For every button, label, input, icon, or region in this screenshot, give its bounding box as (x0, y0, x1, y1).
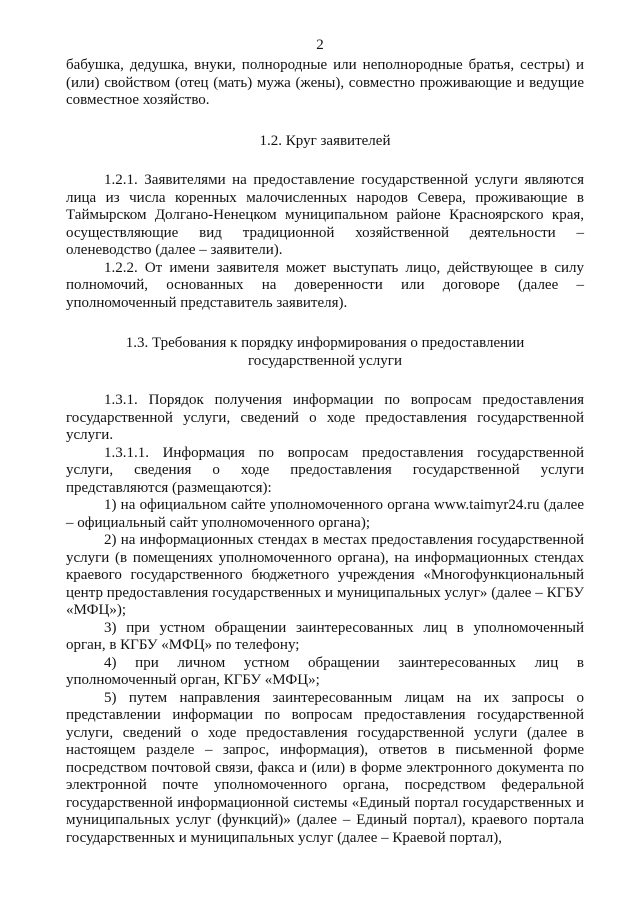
section-heading-1-3 (66, 335, 584, 370)
section-heading-1-2: 1.2. Круг заявителей (259, 132, 391, 149)
section-heading-1-3-line1: 1.3. Требования к порядку информирования о предоставлении (125, 335, 525, 351)
list-item-5: 5) путем направления заинтересованным лицам на их запросы о представлении информации по вопросам предоставления государственной услуги, сведений о ходе предоставления государственной услуги (далее в настоящем разделе – запрос, информация), ответов в письменной форме посредством почтовой связи, факса и (или) в форме электронного документа по электронной почте уполномоченного органа, посредством федеральной государственной информационной системы «Единый портал государственных и муниципальных услуг (функций)» (далее – Единый портал), краевого портала государственных и муниципальных услуг (далее – Краевой портал), (66, 689, 584, 846)
document-body (66, 57, 584, 847)
paragraph-1-3-1: 1.3.1. Порядок получения информации по вопросам предоставления государственной услуги, сведений о ходе предоставления государственной услуги. (66, 392, 584, 443)
list-item-1: 1) на официальном сайте уполномоченного органа www.taimyr24.ru (далее – официальный сайт уполномоченного органа); (66, 497, 584, 531)
list-item-4: 4) при личном устном обращении заинтересованных лиц в уполномоченный орган, КГБУ «МФЦ»; (66, 654, 584, 688)
paragraph-1-2-1: 1.2.1. Заявителями на предоставление государственной услуги являются лица из числа коренных малочисленных народов Севера, проживающие в Таймырском Долгано-Ненецком муниципальном районе Красноярского края, осуществляющие вид традиционной хозяйственной деятельности – оленеводство (далее – заявители). (66, 172, 584, 258)
paragraph-continuation: бабушка, дедушка, внуки, полнородные или неполнородные братья, сестры) и (или) свойством (отец (мать) мужа (жены), совместно проживающие и ведущие совместное хозяйство. (66, 57, 584, 108)
paragraph-1-2-2: 1.2.2. От имени заявителя может выступать лицо, действующее в силу полномочий, основанных на доверенности или договоре (далее – уполномоченный представитель заявителя). (66, 259, 584, 311)
list-item-3: 3) при устном обращении заинтересованных лиц в уполномоченный орган, в КГБУ «МФЦ» по телефону; (66, 619, 584, 653)
page-number: 2 (316, 37, 324, 53)
paragraph-1-3-1-1: 1.3.1.1. Информация по вопросам предоставления государственной услуги, сведения о ходе предоставления государственной услуги представляются (размещаются): (66, 444, 584, 496)
list-item-2: 2) на информационных стендах в местах предоставления государственной услуги (в помещениях уполномоченного органа), на информационных стендах краевого государственного бюджетного учреждения «Многофункциональный центр предоставления государственных и муниципальных услуг» (далее – КГБУ «МФЦ»); (66, 532, 584, 618)
section-heading-1-3-line2: государственной услуги (248, 352, 402, 369)
